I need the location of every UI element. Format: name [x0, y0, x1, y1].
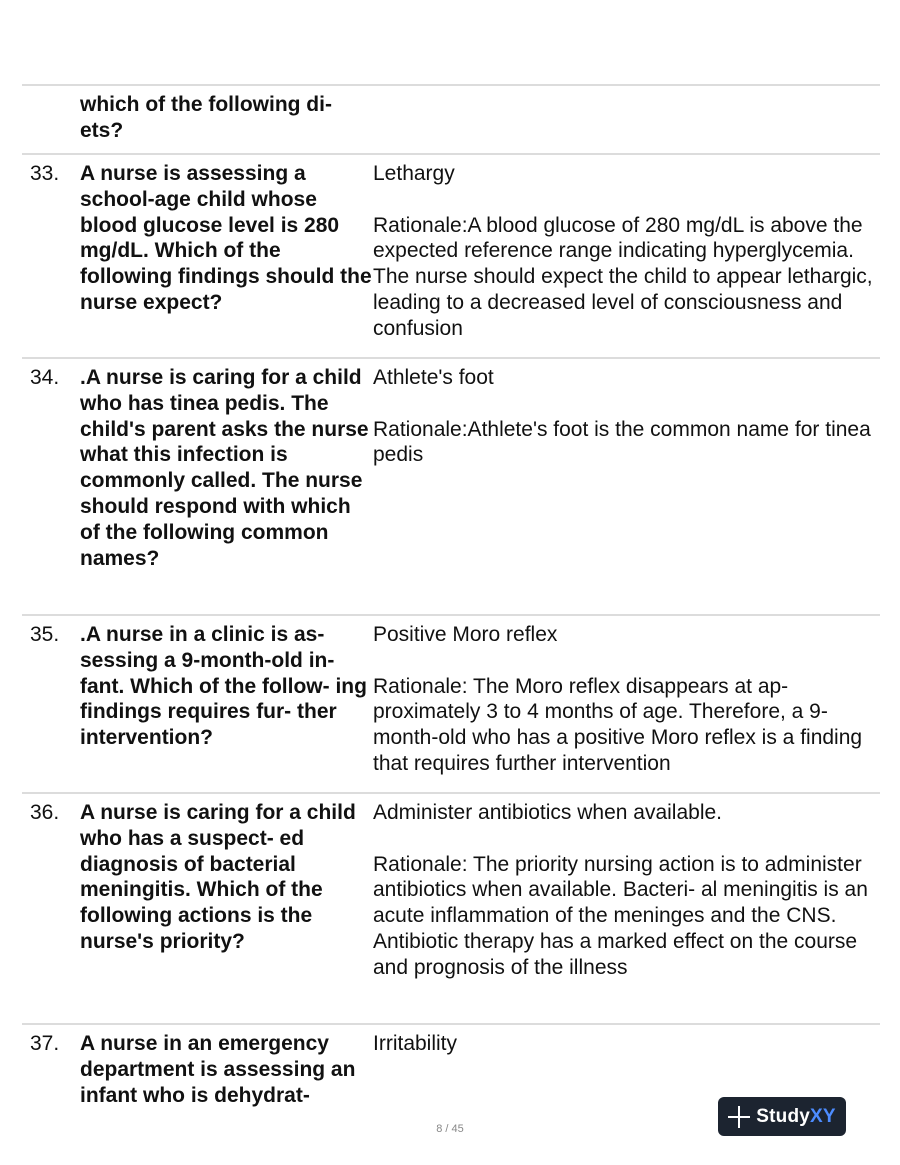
question-number: 36. [30, 801, 60, 824]
table-row [22, 84, 880, 153]
table-row [22, 614, 880, 792]
table-row [22, 357, 880, 614]
rationale-text: Rationale:Athlete's foot is the common name for tinea pedis [373, 417, 871, 467]
answer-cell [373, 794, 880, 1023]
answer-cell [373, 616, 880, 792]
question-text: .A nurse in a clinic is as- sessing a 9-month-old in- fant. Which of the follow- ing findings requires fur- ther intervention? [80, 623, 367, 750]
table-row [22, 153, 880, 357]
studyxy-logo[interactable] [718, 1097, 846, 1136]
answer-text: Athlete's foot [373, 366, 494, 389]
question-text: A nurse in an emergency department is assessing an infant who is dehydrat- [80, 1032, 356, 1107]
question-number: 35. [30, 623, 60, 646]
question-number [22, 86, 80, 153]
table-row [22, 792, 880, 1023]
flashcard-table [22, 84, 880, 1133]
answer-cell [373, 359, 880, 614]
brand-main: Study [756, 1105, 811, 1127]
question-text: A nurse is assessing a school-age child whose blood glucose level is 280 mg/dL. Which of the following findings should the nurse expect? [80, 162, 372, 314]
answer-text: Lethargy [373, 162, 455, 185]
question-number: 34. [30, 366, 60, 389]
answer-text: Administer antibiotics when available. [373, 801, 723, 824]
question-text: which of the following di- ets? [80, 93, 332, 142]
answer-text: Irritability [373, 1032, 458, 1055]
rationale-text: Rationale: The priority nursing action is to administer antibiotics when available. Bacteri- al meningitis is an acute inflammation of the meninges and the CNS. Antibiotic therapy has a marked effect on the course and prognosis of the illness [373, 852, 868, 979]
rationale-text: Rationale:A blood glucose of 280 mg/dL is above the expected reference range indicating hyperglycemia. The nurse should expect the child to appear lethargic, leading to a decreased level of consciousness and confusion [373, 213, 873, 340]
question-text: .A nurse is caring for a child who has tinea pedis. The child's parent asks the nurse what this infection is commonly called. The nurse should respond with which of the following common names? [80, 366, 369, 570]
rationale-text: Rationale: The Moro reflex disappears at ap- proximately 3 to 4 months of age. Therefore, a 9-month-old who has a positive Moro reflex is a finding that requires further intervention [373, 674, 863, 775]
question-text: A nurse is caring for a child who has a suspect- ed diagnosis of bacterial meningitis. Which of the following actions is the nurse's priority? [80, 801, 356, 953]
answer-cell [373, 86, 880, 153]
answer-text: Positive Moro reflex [373, 623, 558, 646]
answer-cell [373, 155, 880, 357]
brand-name [756, 1106, 836, 1128]
question-number: 37. [30, 1032, 60, 1055]
question-number: 33. [30, 162, 60, 185]
brand-accent: XY [810, 1105, 836, 1127]
plus-icon [728, 1106, 750, 1128]
page-indicator: 8 / 45 [436, 1123, 464, 1135]
